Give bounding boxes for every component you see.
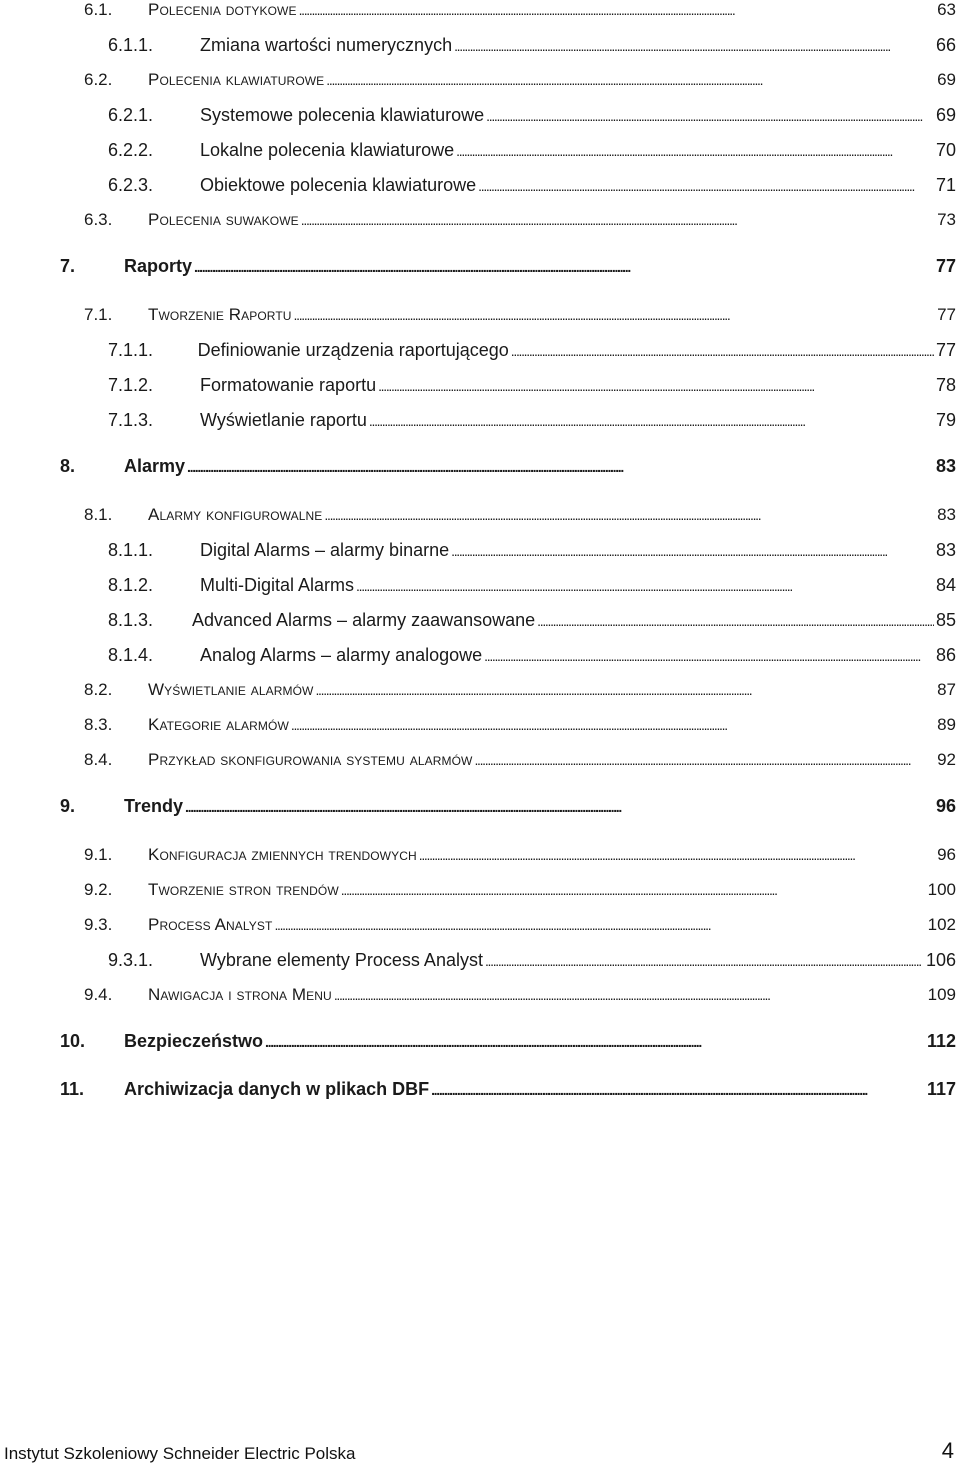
toc-entry-page: 77 [935, 256, 956, 276]
toc-chapter-entry[interactable] [60, 1031, 956, 1052]
toc-entry[interactable] [108, 175, 956, 196]
toc-entry-page: 83 [937, 505, 956, 524]
toc-entry[interactable] [108, 410, 956, 431]
toc-entry[interactable] [84, 845, 956, 865]
toc-entry-title: Tworzenie Raportu [148, 305, 292, 324]
toc-entry-number: 6.1.1. [108, 35, 154, 55]
toc-entry-page: 77 [937, 305, 956, 324]
toc-leader-dots [274, 915, 925, 935]
toc-chapter-entry[interactable] [60, 256, 956, 277]
toc-entry[interactable] [108, 950, 956, 971]
toc-entry-page: 83 [935, 540, 956, 560]
toc-entry-page: 87 [937, 680, 956, 699]
toc-entry[interactable] [84, 305, 956, 325]
toc-entry-number: 9.1. [84, 845, 113, 864]
toc-entry-title: Process Analyst [148, 915, 273, 934]
toc-entry-number: 6.2.2. [108, 140, 154, 160]
toc-entry[interactable] [108, 575, 956, 596]
toc-entry-number: 8.1. [84, 505, 113, 524]
toc-entry-number: 8.1.2. [108, 575, 154, 595]
toc-entry[interactable] [84, 985, 956, 1005]
toc-entry-number: 7. [60, 256, 76, 276]
toc-entry-title: Archiwizacja danych w plikach DBF [124, 1079, 430, 1099]
page-footer [0, 1438, 960, 1466]
toc-entry-title: Polecenia klawiaturowe [148, 70, 325, 89]
toc-entry[interactable] [84, 915, 956, 935]
toc-entry-title: Analog Alarms – alarmy analogowe [200, 645, 483, 665]
toc-leader-dots [294, 305, 936, 325]
toc-entry-page: 66 [935, 35, 956, 55]
toc-entry-number: 9.2. [84, 880, 113, 899]
toc-leader-dots [194, 256, 934, 277]
toc-entry-title: Multi-Digital Alarms [200, 575, 355, 595]
toc-entry[interactable] [84, 0, 956, 20]
toc-entry[interactable] [84, 715, 956, 735]
toc-entry-number: 6.1. [84, 0, 113, 19]
toc-entry-page: 112 [926, 1031, 956, 1051]
toc-entry[interactable] [108, 140, 956, 161]
toc-entry-title: Zmiana wartości numerycznych [200, 35, 453, 55]
toc-entry-title: Przykład skonfigurowania systemu alarmów [148, 750, 473, 769]
toc-entry-number: 6.3. [84, 210, 113, 229]
toc-leader-dots [356, 575, 934, 596]
toc-entry-title: Konfiguracja zmiennych trendowych [148, 845, 417, 864]
toc-entry-number: 8.1.3. [108, 610, 154, 630]
toc-entry-title: Definiowanie urządzenia raportującego [197, 340, 509, 360]
toc-entry[interactable] [84, 880, 956, 900]
toc-entry-number: 8. [60, 456, 76, 476]
toc-entry-title: Digital Alarms – alarmy binarne [200, 540, 450, 560]
toc-entry-number: 7.1.2. [108, 375, 154, 395]
toc-entry-number: 8.4. [84, 750, 113, 769]
toc-chapter-entry[interactable] [60, 796, 956, 817]
toc-leader-dots [451, 540, 934, 561]
toc-entry-title: Alarmy [124, 456, 186, 476]
toc-leader-dots [456, 140, 934, 161]
toc-entry[interactable] [108, 540, 956, 561]
toc-leader-dots [185, 796, 934, 817]
toc-entry-number: 11. [60, 1079, 85, 1099]
toc-entry-page: 83 [935, 456, 956, 476]
toc-entry-page: 71 [935, 175, 956, 195]
toc-leader-dots [537, 610, 934, 631]
toc-entry[interactable] [84, 70, 956, 90]
toc-entry-title: Polecenia suwakowe [148, 210, 299, 229]
toc-entry-page: 92 [937, 750, 956, 769]
toc-entry-number: 10. [60, 1031, 86, 1051]
toc-entry-page: 77 [935, 340, 956, 360]
toc-entry-page: 106 [925, 950, 956, 970]
toc-entry-title: Tworzenie stron trendów [148, 880, 339, 899]
toc-leader-dots [378, 375, 934, 396]
toc-entry[interactable] [108, 610, 956, 631]
toc-entry[interactable] [84, 210, 956, 230]
toc-leader-dots [341, 880, 926, 900]
toc-leader-dots [369, 410, 934, 431]
toc-entry[interactable] [84, 680, 956, 700]
toc-entry[interactable] [108, 105, 956, 126]
footer-page-number: 4 [941, 1438, 954, 1463]
toc-entry-page: 117 [926, 1079, 956, 1099]
toc-entry-title: Bezpieczeństwo [124, 1031, 264, 1051]
toc-entry-page: 78 [935, 375, 956, 395]
toc-entry-number: 6.2.3. [108, 175, 154, 195]
toc-entry-number: 9.3. [84, 915, 113, 934]
toc-entry-number: 9. [60, 796, 76, 816]
toc-entry-title: Wybrane elementy Process Analyst [200, 950, 483, 970]
toc-leader-dots [291, 715, 935, 735]
toc-entry-title: Kategorie alarmów [148, 715, 289, 734]
toc-entry-page: 85 [935, 610, 956, 630]
toc-entry[interactable] [84, 750, 956, 770]
toc-entry-title: Formatowanie raportu [200, 375, 377, 395]
toc-leader-dots [299, 0, 936, 20]
toc-entry-page: 84 [935, 575, 956, 595]
toc-entry-number: 8.2. [84, 680, 113, 699]
toc-entry-title: Wyświetlanie raportu [200, 410, 367, 430]
toc-leader-dots [187, 456, 934, 477]
toc-chapter-entry[interactable] [60, 1079, 956, 1100]
toc-leader-dots [484, 645, 934, 666]
toc-chapter-entry[interactable] [60, 456, 956, 477]
toc-entry-number: 7.1.1. [108, 340, 154, 360]
toc-leader-dots [485, 950, 924, 971]
toc-entry-page: 96 [935, 796, 956, 816]
toc-leader-dots [454, 35, 934, 56]
toc-entry-title: Alarmy konfigurowalne [148, 505, 323, 524]
toc-entry-number: 8.3. [84, 715, 113, 734]
toc-entry-page: 109 [927, 985, 956, 1004]
toc-entry[interactable] [108, 645, 956, 666]
toc-leader-dots [419, 845, 935, 865]
toc-entry[interactable] [108, 375, 956, 396]
toc-entry-page: 100 [927, 880, 956, 899]
toc-entry-number: 9.3.1. [108, 950, 154, 970]
toc-entry-page: 69 [937, 70, 956, 89]
toc-leader-dots [511, 340, 934, 361]
toc-entry-title: Lokalne polecenia klawiaturowe [200, 140, 455, 160]
toc-entry-title: Polecenia dotykowe [148, 0, 297, 19]
toc-leader-dots [315, 680, 935, 700]
toc-entry-title: Nawigacja i strona Menu [148, 985, 332, 1004]
toc-leader-dots [431, 1079, 925, 1100]
toc-entry-title: Trendy [124, 796, 184, 816]
toc-entry-number: 7.1. [84, 305, 113, 324]
toc-entry-page: 69 [935, 105, 956, 125]
toc-entry-title: Obiektowe polecenia klawiaturowe [200, 175, 477, 195]
toc-entry-page: 102 [927, 915, 956, 934]
toc-leader-dots [265, 1031, 925, 1052]
toc-entry-number: 6.2.1. [108, 105, 154, 125]
footer-publisher: Instytut Szkoleniowy Schneider Electric Polska [4, 1444, 356, 1463]
toc-entry-number: 6.2. [84, 70, 113, 89]
toc-leader-dots [326, 70, 935, 90]
toc-leader-dots [324, 505, 935, 525]
toc-leader-dots [474, 750, 935, 770]
toc-entry[interactable] [108, 35, 956, 56]
toc-entry[interactable] [84, 505, 956, 525]
toc-entry-number: 7.1.3. [108, 410, 154, 430]
toc-entry-number: 8.1.4. [108, 645, 154, 665]
toc-entry-page: 86 [935, 645, 956, 665]
toc-entry-title: Wyświetlanie alarmów [148, 680, 314, 699]
toc-entry-page: 70 [935, 140, 956, 160]
toc-entry-page: 63 [937, 0, 956, 19]
toc-entry-title: Raporty [124, 256, 193, 276]
toc-leader-dots [301, 210, 935, 230]
toc-leader-dots [486, 105, 934, 126]
toc-entry-number: 9.4. [84, 985, 113, 1004]
toc-entry[interactable] [108, 340, 956, 361]
toc-entry-number: 8.1.1. [108, 540, 154, 560]
toc-entry-page: 73 [937, 210, 956, 229]
toc-entry-title: Systemowe polecenia klawiaturowe [200, 105, 485, 125]
toc-entry-page: 89 [937, 715, 956, 734]
toc-entry-page: 79 [935, 410, 956, 430]
toc-leader-dots [334, 985, 926, 1005]
toc-entry-title: Advanced Alarms – alarmy zaawansowane [191, 610, 536, 630]
toc-entry-page: 96 [937, 845, 956, 864]
toc-leader-dots [478, 175, 934, 196]
